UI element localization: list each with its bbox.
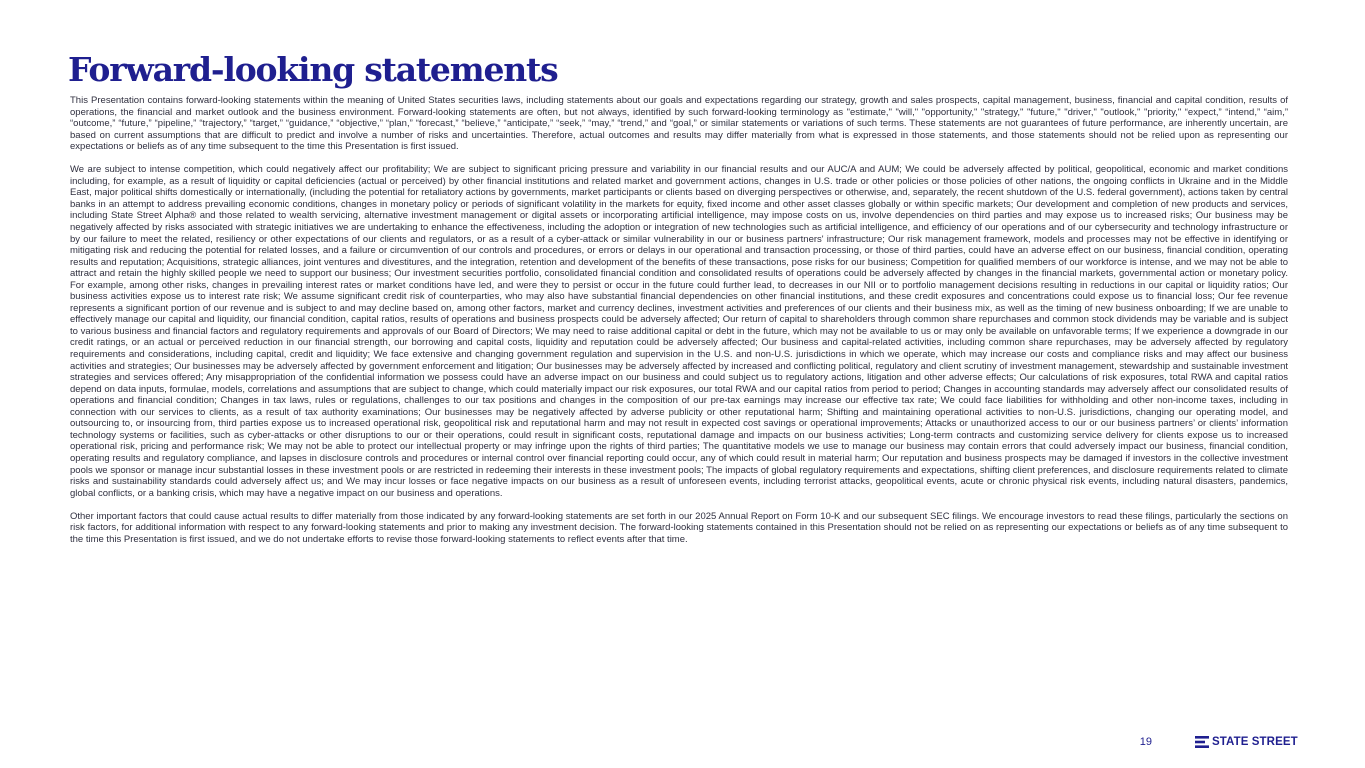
disclaimer-body <box>70 95 1288 557</box>
paragraph-risk-factors: We are subject to intense competition, which could negatively affect our profitability; We are subject to significant pricing pressure and variability in our financial results and our AUC/A and AUM; We could be adversely affected by political, geopolitical, economic and market conditions including, for example, as a result of liquidity or capital deficiencies (actual or perceived) by other financial institutions and related market and government actions, changes in U.S. trade or other policies or those policies of other nations, the ongoing conflicts in Ukraine and in the Middle East, major political shifts domestically or internationally, (including the potential for retaliatory actions by governments, market participants or clients based on diverging perspectives or otherwise, and, separately, the recent shutdown of the U.S. federal government), actions taken by central banks in an attempt to address prevailing economic conditions, changes in monetary policy or periods of significant volatility in the markets for equity, fixed income and other asset classes globally or within specific markets; Our development and completion of new products and services, including State Street Alpha® and those related to wealth servicing, alternative investment management or digital assets or incorporating artificial intelligence, may impose costs on us, involve dependencies on third parties and may expose us to increased risks; Our business may be negatively affected by risks associated with strategic initiatives we are undertaking to enhance the effectiveness, including the adoption or integration of new technologies such as artificial intelligence, and efficiency of our operations and of our cybersecurity and technology infrastructure or by our failure to meet the related, resiliency or other expectations of our clients and regulators, or as a result of a cyber-attack or similar vulnerability in our or business partners' infrastructure; Our risk management framework, models and processes may not be effective in identifying or mitigating risk and reducing the potential for related losses, and a failure or circumvention of our controls and procedures, or errors or delays in our operational and transaction processing, or those of third parties, could have an adverse effect on our business, financial condition, operating results and reputation; Acquisitions, strategic alliances, joint ventures and divestitures, and the integration, retention and development of the benefits of these transactions, pose risks for our business; Competition for qualified members of our workforce is intense, and we may not be able to attract and retain the highly skilled people we need to support our business; Our investment securities portfolio, consolidated financial condition and consolidated results of operations could be adversely affected by changes in the financial markets, governmental action or monetary policy. For example, among other risks, changes in prevailing interest rates or market conditions have led, and were they to persist or occur in the future could further lead, to decreases in our NII or to portfolio management decisions resulting in reductions in our capital or liquidity ratios; Our business activities expose us to interest rate risk; We assume significant credit risk of counterparties, who may also have substantial financial dependencies on other financial institutions, and these credit exposures and concentrations could expose us to financial loss; Our fee revenue represents a significant portion of our revenue and is subject to and may decline based on, among other factors, market and currency declines, investment activities and preferences of our clients and their business mix, as well as the timing of new business onboarding; If we are unable to effectively manage our capital and liquidity, our financial condition, capital ratios, results of operations and business prospects could be adversely affected; Our return of capital to shareholders through common share repurchases and common stock dividends may be variable and is subject to various business and financial factors and regulatory requirements and approvals of our Board of Directors; We may need to raise additional capital or debt in the future, which may not be available to us or may only be available on unfavorable terms; If we experience a downgrade in our credit ratings, or an actual or perceived reduction in our financial strength, our borrowing and capital costs, liquidity and reputation could be adversely affected; Our business and capital-related activities, including common share repurchases, may be adversely affected by regulatory requirements and considerations, including capital, credit and liquidity; We face extensive and changing government regulation and supervision in the U.S. and non-U.S. jurisdictions in which we operate, which may increase our costs and compliance risks and may affect our business activities and strategies; Our businesses may be adversely affected by government enforcement and litigation; Our businesses may be adversely affected by increased and conflicting political, regulatory and client scrutiny of investment management, stewardship and sustainable investment strategies and services offered; Any misappropriation of the confidential information we possess could have an adverse impact on our business and could subject us to regulatory actions, litigation and other adverse effects; Our calculations of risk exposures, total RWA and capital ratios depend on data inputs, formulae, models, correlations and assumptions that are subject to change, which could materially impact our risk exposures, our total RWA and our capital ratios from period to period; Changes in accounting standards may adversely affect our consolidated results of operations and financial condition; Changes in tax laws, rules or regulations, challenges to our tax positions and changes in the composition of our pre-tax earnings may increase our effective tax rate; We could face liabilities for withholding and other non-income taxes, including in connection with our services to clients, as a result of tax authority examinations; Our businesses may be negatively affected by adverse publicity or other reputational harm; Shifting and maintaining operational activities to non-U.S. jurisdictions, changing our operating model, and outsourcing to, or insourcing from, third parties expose us to increased operational risk, geopolitical risk and reputational harm and may not result in expected cost savings or operational improvements; Attacks or unauthorized access to our or our business partners’ or clients’ information technology systems or facilities, such as cyber-attacks or other disruptions to our or their operations, could result in significant costs, reputational damage and impacts on our business activities; Long-term contracts and customizing service delivery for clients expose us to increased operational risk, pricing and performance risk; We may not be able to protect our intellectual property or may infringe upon the rights of third parties; The quantitative models we use to manage our business may contain errors that could adversely impact our business, financial condition, operating results and regulatory compliance, and lapses in disclosure controls and procedures or internal control over financial reporting could occur, any of which could result in material harm; Our reputation and business prospects may be damaged if investors in the collective investment pools we sponsor or manage incur substantial losses in these investment pools or are restricted in redeeming their interests in these investment pools; The impacts of global regulatory requirements and expectations, shifting client preferences, and disclosure requirements related to climate risks and sustainability standards could adversely affect us; and We may incur losses or face negative impacts on our business as a result of unforeseen events, including terrorist attacks, geopolitical events, acute or chronic physical risk events, including natural disasters, pandemics, global conflicts, or a banking crisis, which may have a negative impact on our business and operations. <box>70 164 1288 499</box>
paragraph-other-factors: Other important factors that could cause actual results to differ materially from those indicated by any forward-looking statements are set forth in our 2025 Annual Report on Form 10-K and our subsequent SEC filings. We encourage investors to read these filings, particularly the sections on risk factors, for additional information with respect to any forward-looking statements and prior to making any investment decision. The forward-looking statements contained in this Presentation should not be relied on as representing our expectations or beliefs as of any time subsequent to the time this Presentation is first issued, and we do not undertake efforts to revise those forward-looking statements to reflect events after that time. <box>70 510 1288 545</box>
state-street-logo-icon <box>1195 735 1209 749</box>
state-street-logo <box>1195 735 1298 749</box>
logo-wordmark: STATE STREET <box>1212 736 1298 748</box>
page-number: 19 <box>1139 736 1152 748</box>
paragraph-intro: This Presentation contains forward-looking statements within the meaning of United States securities laws, including statements about our goals and expectations regarding our strategy, growth and sales prospects, capital management, business, financial and capital condition, results of operations, the financial and market outlook and the business environment. Forward-looking statements are often, but not always, identified by such forward-looking terminology as "estimate," "will," "opportunity," "strategy," "future," "driver," "outlook," "priority," “expect,” “intend,” “aim,” “outcome,” “future,” “pipeline,” “trajectory,” “target,” “guidance,” “objective,” “plan,” “forecast,” “believe,” “anticipate,” “seek,” “may,” “trend,” and “goal,” or similar statements or variations of such terms. These statements are not guarantees of future performance, are inherently uncertain, are based on current assumptions that are difficult to predict and involve a number of risks and uncertainties. Therefore, actual outcomes and results may differ materially from what is expressed in those statements, and those statements should not be relied upon as representing our expectations or beliefs as of any time subsequent to the time this Presentation is first issued. <box>70 95 1288 153</box>
page-title: Forward-looking statements <box>68 50 558 89</box>
